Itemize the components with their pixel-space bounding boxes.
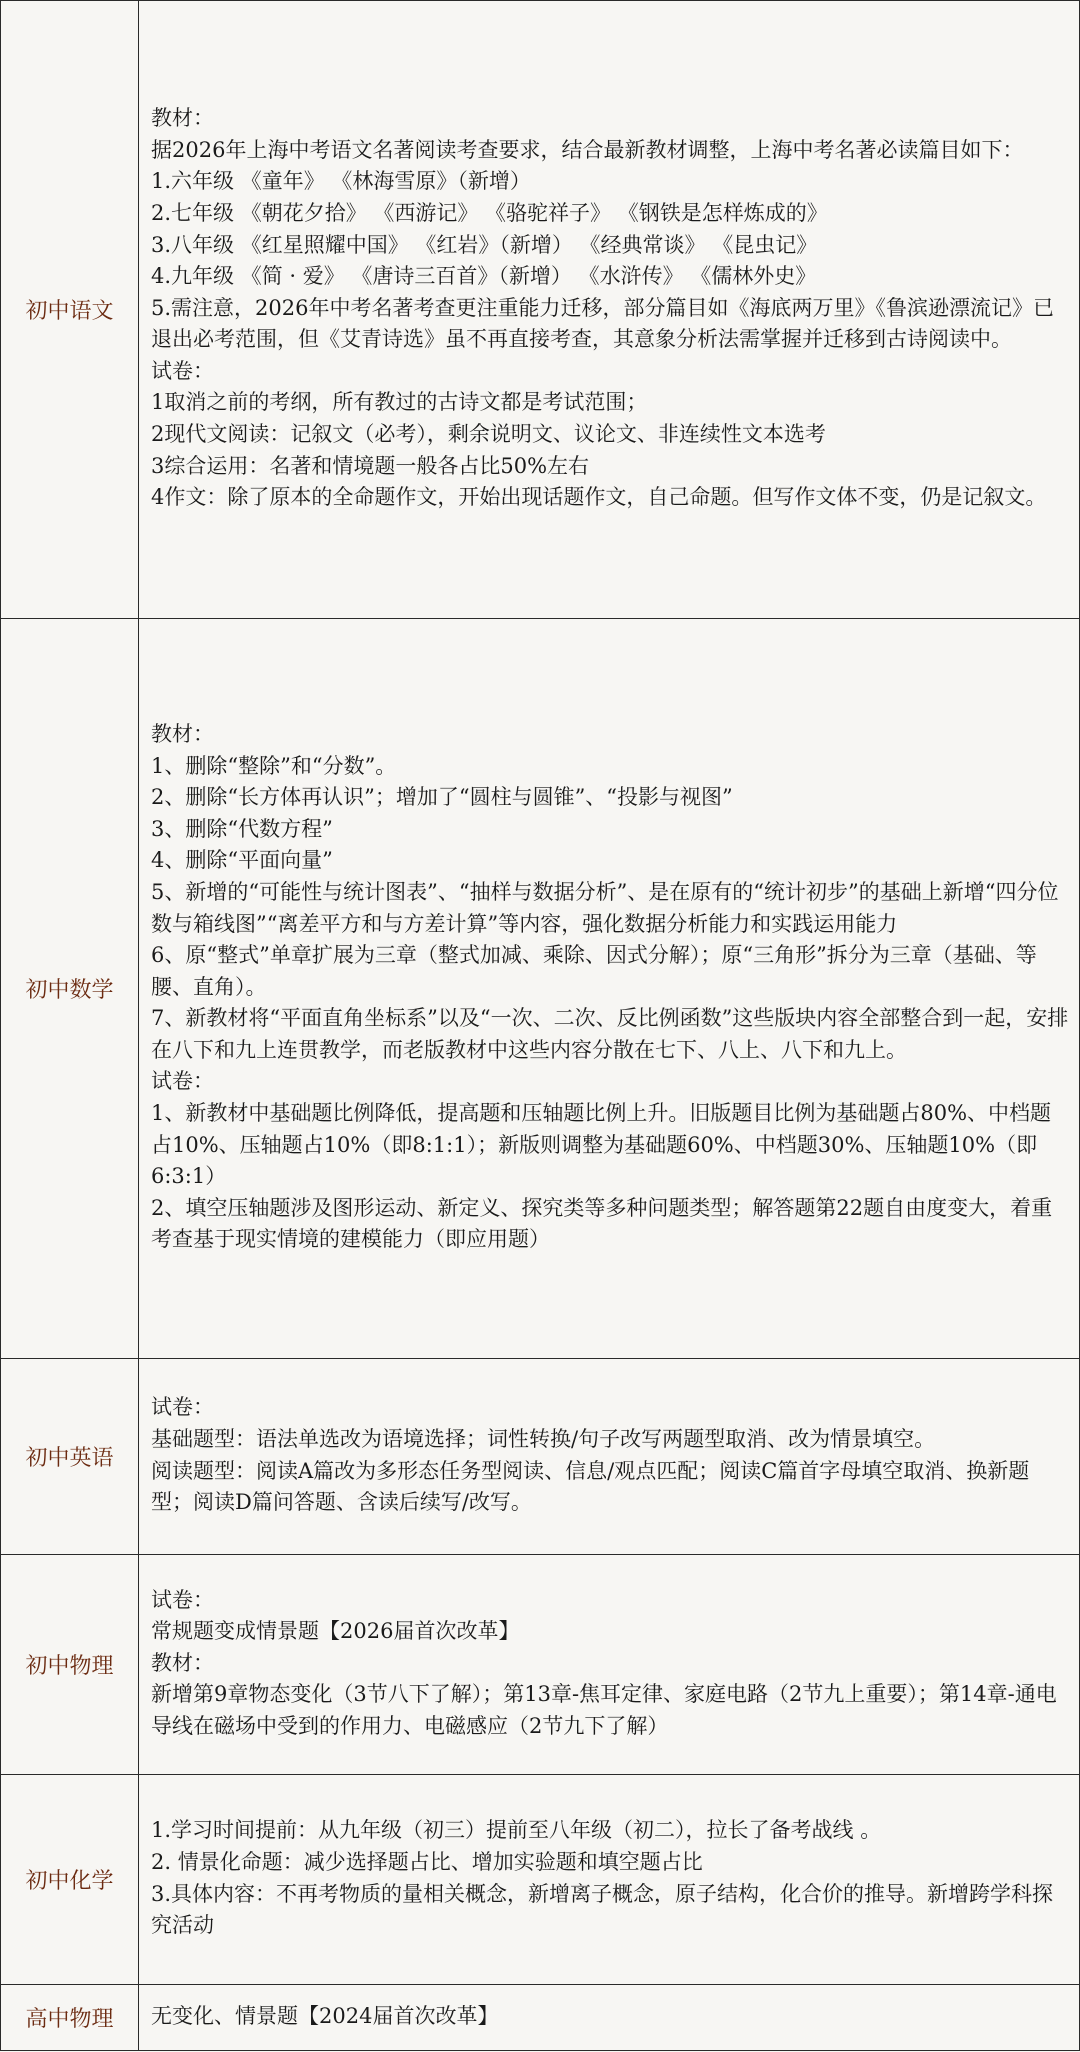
text-line: 常规题变成情景题【2026届首次改革】 [151,1619,520,1644]
table-row [1,1985,1080,2051]
subject-cell [1,1555,139,1775]
content-cell [139,1,1080,619]
subject-label: 初中语文 [25,299,114,324]
text-line: 5.需注意，2026年中考名著考查更注重能力迁移，部分篇目如《海底两万里》《鲁滨逊漂流记》已退出必考范围，但《艾青诗选》虽不再直接考查，其意象分析法需掌握并迁移到古诗阅读中。 [151,295,1054,352]
content-cell [139,1985,1080,2051]
text-line: 3.具体内容：不再考物质的量相关概念，新增离子概念，原子结构，化合价的推导。新增跨学科探究活动 [151,1881,1054,1938]
text-line: 试卷： [151,1587,214,1612]
text-line: 教材： [151,721,214,746]
content-cell [139,1555,1080,1775]
text-line: 1、删除“整除”和“分数”。 [151,753,397,778]
text-line: 据2026年上海中考语文名著阅读考查要求，结合最新教材调整，上海中考名著必读篇目如下： [151,137,1024,162]
table-row [1,619,1080,1359]
text-line: 无变化、情景题【2024届首次改革】 [151,2003,499,2028]
text-line: 2、删除“长方体再认识”；增加了“圆柱与圆锥”、“投影与视图” [151,785,733,810]
content-cell [139,1359,1080,1555]
text-line: 5、新增的“可能性与统计图表”、“抽样与数据分析”、是在原有的“统计初步”的基础上新增“四分位数与箱线图”“离差平方和与方差计算”等内容，强化数据分析能力和实践运用能力 [151,879,1059,936]
text-line: 7、新教材将“平面直角坐标系”以及“一次、二次、反比例函数”这些版块内容全部整合到一起，安排在八下和九上连贯教学，而老版教材中这些内容分散在七下、八上、八下和九上。 [151,1006,1069,1062]
text-line: 1、新教材中基础题比例降低，提高题和压轴题比例上升。旧版题目比例为基础题占80%、中档题占10%、压轴题占10%（即8:1:1）；新版则调整为基础题60%、中档题30%、压轴题10%（即6:3:1） [151,1101,1052,1189]
text-line: 试卷： [151,1069,214,1094]
text-line: 3综合运用：名著和情境题一般各占比50%左右 [151,453,590,478]
subject-label: 高中物理 [25,2007,114,2032]
table-row [1,1555,1080,1775]
text-line: 4、删除“平面向量” [151,848,333,873]
subject-label: 初中数学 [25,978,114,1003]
text-line: 教材： [151,106,214,131]
table-row [1,1359,1080,1555]
table-row [1,1,1080,619]
table-row [1,1775,1080,1985]
text-line: 2.七年级 《朝花夕拾》 《西游记》 《骆驼祥子》 《钢铁是怎样炼成的》 [151,200,828,225]
content-cell [139,1775,1080,1985]
content-cell [139,619,1080,1359]
text-line: 阅读题型：阅读A篇改为多形态任务型阅读、信息/观点匹配；阅读C篇首字母填空取消、换新题型；阅读D篇问答题、含读后续写/改写。 [151,1458,1030,1515]
text-line: 试卷： [151,358,214,383]
subject-cell [1,1985,139,2051]
text-line: 新增第9章物态变化（3节八下了解）；第13章-焦耳定律、家庭电路（2节九上重要）；第14章-通电导线在磁场中受到的作用力、电磁感应（2节九下了解） [151,1682,1057,1738]
text-line: 1.六年级 《童年》 《林海雪原》（新增） [151,169,531,194]
text-line: 2、填空压轴题涉及图形运动、新定义、探究类等多种问题类型；解答题第22题自由度变大，着重考查基于现实情境的建模能力（即应用题） [151,1195,1053,1252]
text-line: 1.学习时间提前：从九年级（初三）提前至八年级（初二），拉长了备考战线 。 [151,1818,882,1843]
text-line: 4作文：除了原本的全命题作文，开始出现话题作文，自己命题。但写作文体不变，仍是记叙文。 [151,485,1047,510]
subject-cell [1,1359,139,1555]
text-line: 2. 情景化命题：减少选择题占比、增加实验题和填空题占比 [151,1849,703,1874]
subject-label: 初中物理 [25,1654,114,1679]
subject-cell [1,619,139,1359]
subject-cell [1,1,139,619]
text-line: 3、删除“代数方程” [151,816,333,841]
text-line: 6、原“整式”单章扩展为三章（整式加减、乘除、因式分解）；原“三角形”拆分为三章（基础、等腰、直角）。 [151,943,1037,999]
text-line: 试卷： [151,1395,214,1420]
text-line: 4.九年级 《简 · 爱》 《唐诗三百首》（新增） 《水浒传》 《儒林外史》 [151,264,817,289]
text-line: 教材： [151,1650,214,1675]
subject-cell [1,1775,139,1985]
text-line: 2现代文阅读：记叙文（必考），剩余说明文、议论文、非连续性文本选考 [151,422,826,447]
subject-label: 初中化学 [25,1869,114,1894]
text-line: 1取消之前的考纲，所有教过的古诗文都是考试范围； [151,390,648,415]
subject-label: 初中英语 [25,1446,114,1471]
text-line: 3.八年级 《红星照耀中国》 《红岩》（新增） 《经典常谈》 《昆虫记》 [151,232,818,257]
text-line: 基础题型：语法单选改为语境选择；词性转换/句子改写两题型取消、改为情景填空。 [151,1426,936,1451]
